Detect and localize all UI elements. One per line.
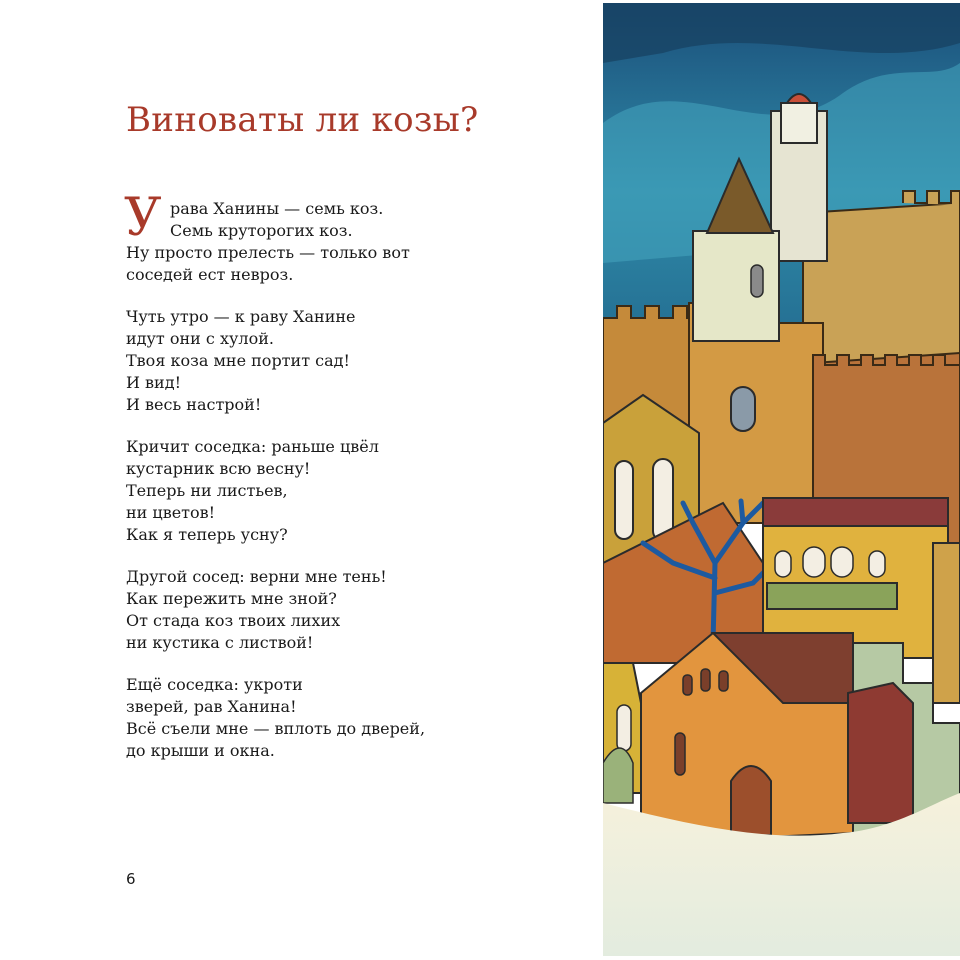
green-bush	[603, 748, 633, 803]
stanza-5	[126, 674, 586, 762]
poem-line: рава Ханины — семь коз.	[170, 199, 384, 218]
poem-line: Как я теперь усну?	[126, 525, 288, 544]
poem-line: до крыши и окна.	[126, 741, 275, 760]
far-battlements	[903, 191, 960, 205]
right-house	[933, 543, 960, 703]
poem-line: И весь настрой!	[126, 395, 262, 414]
poem-line: Твоя коза мне портит сад!	[126, 351, 350, 370]
poem-line: Ещё соседка: укроти	[126, 675, 303, 694]
poem-line: кустарник всю весну!	[126, 459, 311, 478]
poem-line: зверей, рав Ханина!	[126, 697, 297, 716]
town-illustration	[603, 3, 960, 956]
poem-line: И вид!	[126, 373, 181, 392]
poem-line: Другой сосед: верни мне тень!	[126, 567, 387, 586]
front-house-door	[731, 766, 771, 838]
stanza-4	[126, 566, 586, 654]
poem-line: Как пережить мне зной?	[126, 589, 337, 608]
page-number: 6	[126, 870, 136, 888]
pale-tower-window	[751, 265, 763, 297]
poem-line: соседей ест невроз.	[126, 265, 294, 284]
green-balcony	[767, 583, 897, 609]
left-house-window-1	[615, 461, 633, 539]
poem-line: От стада коз твоих лихих	[126, 611, 341, 630]
poem-line: Кричит соседка: раньше цвёл	[126, 437, 379, 456]
poem-line: Чуть утро — к раву Ханине	[126, 307, 356, 326]
yellow-building-roof	[763, 498, 948, 526]
small-left-window	[617, 705, 631, 751]
poem-line: ни цветов!	[126, 503, 216, 522]
stanza-2	[126, 306, 586, 416]
page-title: Виноваты ли козы?	[126, 100, 479, 140]
poem-line: идут они с хулой.	[126, 329, 274, 348]
first-lines	[124, 188, 586, 248]
white-tower-top	[781, 103, 817, 143]
stanza-3	[126, 436, 586, 546]
poem-line: Теперь ни листьев,	[126, 481, 288, 500]
poem-line: Семь круторогих коз.	[170, 221, 353, 240]
stanza-1	[124, 188, 586, 286]
drop-cap: У	[124, 188, 162, 248]
pale-tower	[693, 231, 779, 341]
red-house	[848, 683, 913, 823]
poem-line: ни кустика с листвой!	[126, 633, 314, 652]
wall-window	[731, 387, 755, 431]
poem-line: Ну просто прелесть — только вот	[126, 243, 410, 262]
illustration-art	[603, 3, 960, 956]
poem	[124, 188, 586, 782]
poem-line: Всё съели мне — вплоть до дверей,	[126, 719, 426, 738]
